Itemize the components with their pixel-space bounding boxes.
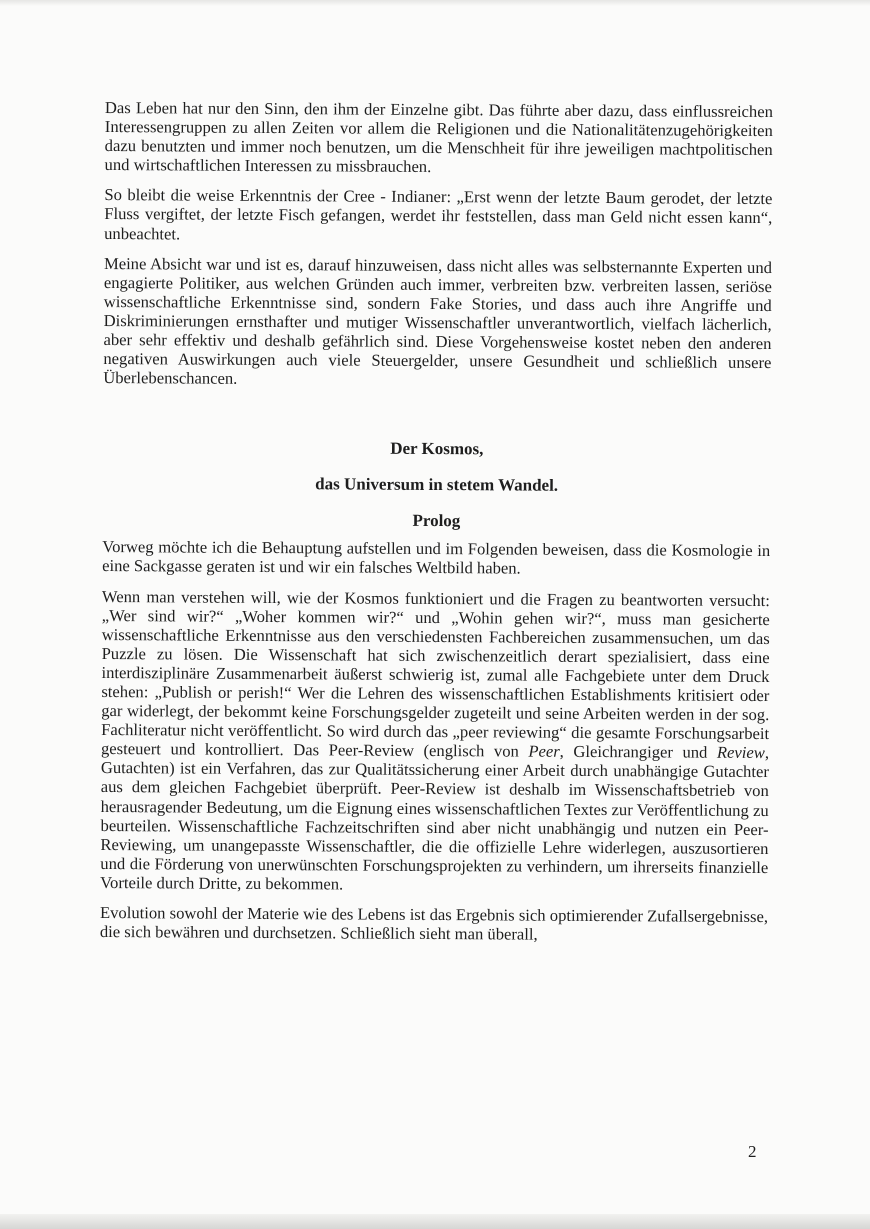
scan-top-edge bbox=[0, 0, 870, 6]
chapter-title-line1: Der Kosmos, bbox=[390, 439, 484, 459]
chapter-title-line2: das Universum in stetem Wandel. bbox=[315, 474, 559, 496]
chapter-heading bbox=[102, 437, 771, 533]
page-number: 2 bbox=[748, 1142, 757, 1161]
paragraph-intent: Meine Absicht war und ist es, darauf hinzuweisen, dass nicht alles was selbsternannte Experten und engagierte Politiker, aus welchen Gründen auch immer, verbreiten bzw. verbreiten lassen, seriöse wissenschaftliche Erkenntnisse sind, sondern Fake Stories, und dass auch ihre Angriffe und Diskriminierungen ernsthafter und mutiger Wissenschaftler unverantwortlich, vielfach lächerlich, aber sehr effektiv und deshalb gefährlich sind. Diese Vorgehensweise kostet neben den anderen negativen Auswirkungen auch viele Steuergelder, unsere Gesundheit und schließlich unsere Überlebenschancen. bbox=[103, 253, 773, 389]
peer-review-text-3: , Gutachten) ist ein Verfahren, das zur Qualitätssicherung einer Arbeit durch unabhängige Gutachter aus dem gleichen Fachgebiet überprüft. Peer-Review ist deshalb im Wissenschaftsbetrieb von herausragender Bedeutung, um die Eignung eines wissenschaftlichen Textes zur Veröffentlichung zu beurteilen. Wissenschaftliche Fachzeitschriften sind aber nicht unabhängig und nutzen ein Peer-Reviewing, um unangepasste Wissenschaftler, die die offizielle Lehre widerlegen, auszusortieren und die Förderung von unerwünschten Forschungsprojekten zu verhindern, um ihrerseits finanzielle Vorteile durch Dritte, zu bekommen. bbox=[100, 743, 770, 894]
prolog-heading: Prolog bbox=[412, 511, 461, 531]
peer-italic: Peer bbox=[528, 741, 560, 762]
document-page bbox=[100, 98, 773, 956]
paragraph-cree-quote: So bleibt die weise Erkenntnis der Cree - Indianer: „Erst wenn der letzte Baum gerodet, der letzte Fluss vergiftet, der letzte Fisch gefangen, werdet ihr feststellen, dass man Geld nicht essen kann“, unbeachtet. bbox=[104, 185, 773, 244]
scan-bottom-edge bbox=[0, 1214, 870, 1229]
paragraph-cosmology-claim: Vorweg möchte ich die Behauptung aufstellen und im Folgenden beweisen, dass die Kosmologie in eine Sackgasse geraten ist und wir ein falsches Weltbild haben. bbox=[102, 537, 771, 578]
paragraph-peer-review bbox=[100, 586, 770, 896]
peer-review-text-2: , Gleichrangiger und bbox=[559, 742, 718, 763]
peer-review-text-1: Wenn man verstehen will, wie der Kosmos funktioniert und die Fragen zu beantworten versucht: „Wer sind wir?“ „Woher kommen wir?“ und „Wohin gehen wir?“, muss man gesicherte wissenschaftliche Erkenntnisse aus den verschiedensten Fachbereichen zusammensuchen, um das Puzzle zu lösen. Die Wissenschaft hat sich zwischenzeitlich derart spezialisiert, dass eine interdisziplinäre Zusammenarbeit äußerst schwierig ist, zumal alle Fachgebiete unter dem Druck stehen: „Publish or perish!“ Wer die Lehren des wissenschaftlichen Establishments kritisiert oder gar widerlegt, der bekommt keine Forschungsgelder zugeteilt und seine Arbeiten werden in der sog. Fachliteratur nicht veröffentlicht. So wird durch das „peer reviewing“ die gesamte Forschungsarbeit gesteuert und kontrolliert. Das Peer-Review (englisch von bbox=[100, 586, 771, 761]
review-italic: Review bbox=[716, 743, 765, 763]
paragraph-meaning-of-life: Das Leben hat nur den Sinn, den ihm der Einzelne gibt. Das führte aber dazu, dass einflussreichen Interessengruppen zu allen Zeiten vor allem die Religionen und die Nationalitätenzugehörigkeiten dazu benutzten und immer noch benutzen, um die Menschheit für ihre jeweiligen machtpolitischen und wirtschaftlichen Interessen zu missbrauchen. bbox=[104, 98, 773, 177]
paragraph-evolution: Evolution sowohl der Materie wie des Lebens ist das Ergebnis sich optimierender Zufallsergebnisse, die sich bewähren und durchsetzen. Schließlich sieht man überall, bbox=[99, 902, 769, 944]
